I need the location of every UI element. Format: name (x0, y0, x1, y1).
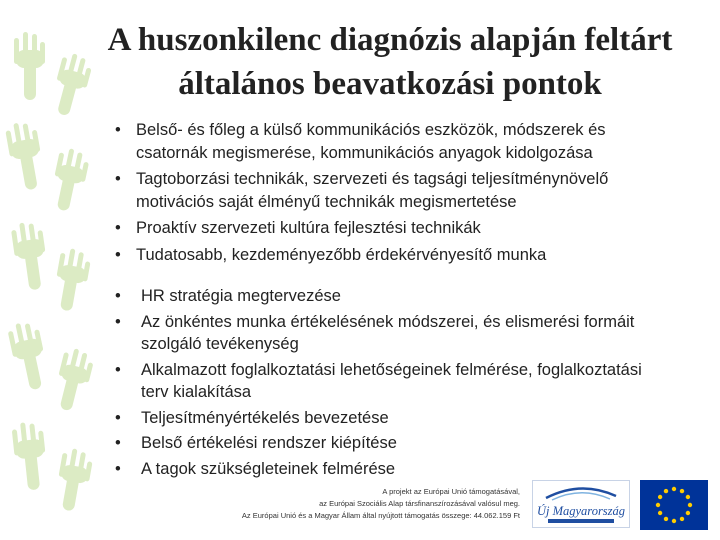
list-item: • Teljesítményértékelés bevezetése (108, 407, 668, 430)
logo-text: Új Magyarország (536, 504, 626, 518)
funding-note-line: Az Európai Unió és a Magyar Állam által nyújtott támogatás összege: 44.062.159 Ft (241, 511, 520, 520)
uj-magyarorszag-logo (532, 480, 630, 528)
funding-note (150, 486, 520, 522)
list-item: • HR stratégia megtervezése (108, 285, 668, 308)
eu-flag-logo (640, 480, 708, 530)
intervention-list-primary (108, 119, 668, 270)
list-item: • Alkalmazott foglalkoztatási lehetőségeinek felmérése, foglalkoztatási terv kialakítása (108, 359, 668, 404)
list-item: • Belső értékelési rendszer kiépítése (108, 432, 668, 455)
funding-note-line: A projekt az Európai Unió támogatásával, (382, 487, 520, 496)
slide-title-line-1: A huszonkilenc diagnózis alapján feltárt (107, 22, 673, 58)
list-item: • Tudatosabb, kezdeményezőbb érdekérvényesítő munka (108, 244, 668, 267)
list-item: • A tagok szükségleteinek felmérése (108, 458, 668, 481)
list-item: • Proaktív szervezeti kultúra fejlesztési technikák (108, 217, 668, 240)
list-item: • Tagtoborzási technikák, szervezeti és tagsági teljesítménynövelő motivációs saját élményű technikák megismertetése (108, 168, 668, 213)
slide-title (60, 18, 720, 106)
intervention-list-secondary (108, 285, 668, 483)
list-item: • Belső- és főleg a külső kommunikációs eszközök, módszerek és csatornák megismerése, kommunikációs anyagok kidolgozása (108, 119, 668, 164)
list-item: • Az önkéntes munka értékelésének módszerei, és elismerési formáit szolgáló tevékenység (108, 311, 668, 356)
funding-note-line: az Európai Szociális Alap társfinanszírozásával valósul meg. (319, 499, 520, 508)
slide-title-line-2: általános beavatkozási pontok (178, 66, 602, 102)
